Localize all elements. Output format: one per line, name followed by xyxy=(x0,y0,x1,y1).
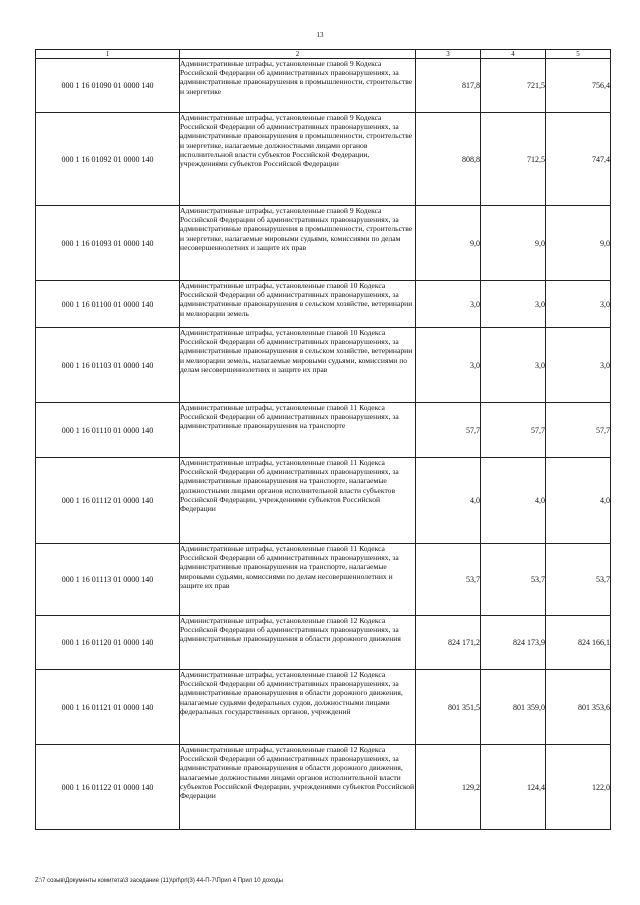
value-col-5: 9,0 xyxy=(546,206,611,281)
table-row xyxy=(36,281,611,328)
value-col-5: 801 353,6 xyxy=(546,670,611,745)
value-col-3: 801 351,5 xyxy=(416,670,481,745)
column-number-4: 4 xyxy=(481,50,546,59)
value-col-5: 747,4 xyxy=(546,113,611,206)
value-col-3: 57,7 xyxy=(416,403,481,458)
value-col-5: 4,0 xyxy=(546,458,611,544)
value-col-4: 721,5 xyxy=(481,59,546,113)
value-col-5: 3,0 xyxy=(546,281,611,328)
value-col-4: 53,7 xyxy=(481,544,546,616)
column-number-2: 2 xyxy=(180,50,416,59)
value-col-4: 712,5 xyxy=(481,113,546,206)
revenue-description: Административные штрафы, установленные главой 12 Кодекса Российской Федерации об административных правонарушениях, за административные правонарушения в области дорожного движения, налагаемые должностными лицами органов исполнительной власти субъектов Российской Федерации, учреждениями субъектов Российской Федерации xyxy=(180,745,416,830)
revenue-code: 000 1 16 01100 01 0000 140 xyxy=(36,281,180,328)
revenue-description: Административные штрафы, установленные главой 9 Кодекса Российской Федерации об административных правонарушениях, за административные правонарушения в промышленности, строительстве и энергетике xyxy=(180,59,416,113)
revenue-description: Административные штрафы, установленные главой 10 Кодекса Российской Федерации об административных правонарушениях, за административные правонарушения в сельском хозяйстве, ветеринарии и мелиорации земель xyxy=(180,281,416,328)
revenue-description: Административные штрафы, установленные главой 9 Кодекса Российской Федерации об административных правонарушениях, за административные правонарушения в промышленности, строительстве и энергетике, налагаемые мировыми судьями, комиссиями по делам несовершеннолетних и защите их прав xyxy=(180,206,416,281)
revenue-description: Административные штрафы, установленные главой 11 Кодекса Российской Федерации об административных правонарушениях, за административные правонарушения на транспорте, налагаемые должностными лицами органов исполнительной власти субъектов Российской Федерации, учреждениями субъектов Российской Федерации xyxy=(180,458,416,544)
table-row xyxy=(36,403,611,458)
value-col-5: 3,0 xyxy=(546,328,611,403)
column-number-1: 1 xyxy=(36,50,180,59)
table-row xyxy=(36,745,611,830)
revenue-description: Административные штрафы, установленные главой 11 Кодекса Российской Федерации об административных правонарушениях, за административные правонарушения на транспорте xyxy=(180,403,416,458)
revenue-description: Административные штрафы, установленные главой 12 Кодекса Российской Федерации об административных правонарушениях, за административные правонарушения в области дорожного движения, налагаемые судьями федеральных судов, должностными лицами федеральных государственных органов, учреждений xyxy=(180,670,416,745)
page-number: 13 xyxy=(316,31,324,39)
value-col-5: 824 166,1 xyxy=(546,616,611,670)
revenue-code: 000 1 16 01090 01 0000 140 xyxy=(36,59,180,113)
revenue-code: 000 1 16 01113 01 0000 140 xyxy=(36,544,180,616)
value-col-5: 756,4 xyxy=(546,59,611,113)
value-col-3: 9,0 xyxy=(416,206,481,281)
revenue-description: Административные штрафы, установленные главой 9 Кодекса Российской Федерации об административных правонарушениях, за административные правонарушения в промышленности, строительстве и энергетике, налагаемые должностными лицами органов исполнительной власти субъектов Российской Федерации, учреждениями субъектов Российской Федерации xyxy=(180,113,416,206)
value-col-4: 3,0 xyxy=(481,281,546,328)
value-col-3: 3,0 xyxy=(416,328,481,403)
value-col-4: 3,0 xyxy=(481,328,546,403)
table-row xyxy=(36,328,611,403)
document-file-path: Z:\7 созыв\Документы комитета\3 заседание (11)\prl\prl(3) 44-П-7\Прил 4 Прил 10 доходы xyxy=(35,878,283,884)
table-row xyxy=(36,670,611,745)
value-col-3: 129,2 xyxy=(416,745,481,830)
value-col-5: 53,7 xyxy=(546,544,611,616)
revenue-code: 000 1 16 01110 01 0000 140 xyxy=(36,403,180,458)
value-col-4: 801 359,0 xyxy=(481,670,546,745)
revenue-table xyxy=(35,49,611,830)
revenue-code: 000 1 16 01120 01 0000 140 xyxy=(36,616,180,670)
value-col-4: 57,7 xyxy=(481,403,546,458)
revenue-code: 000 1 16 01121 01 0000 140 xyxy=(36,670,180,745)
value-col-3: 3,0 xyxy=(416,281,481,328)
column-number-5: 5 xyxy=(546,50,611,59)
table-row xyxy=(36,206,611,281)
table-row xyxy=(36,113,611,206)
table-row xyxy=(36,616,611,670)
table-row xyxy=(36,544,611,616)
revenue-description: Административные штрафы, установленные главой 12 Кодекса Российской Федерации об административных правонарушениях, за административные правонарушения в области дорожного движения xyxy=(180,616,416,670)
value-col-5: 122,0 xyxy=(546,745,611,830)
revenue-code: 000 1 16 01112 01 0000 140 xyxy=(36,458,180,544)
value-col-4: 9,0 xyxy=(481,206,546,281)
value-col-4: 4,0 xyxy=(481,458,546,544)
column-number-3: 3 xyxy=(416,50,481,59)
revenue-code: 000 1 16 01103 01 0000 140 xyxy=(36,328,180,403)
revenue-code: 000 1 16 01122 01 0000 140 xyxy=(36,745,180,830)
value-col-4: 824 173,9 xyxy=(481,616,546,670)
value-col-3: 824 171,2 xyxy=(416,616,481,670)
value-col-4: 124,4 xyxy=(481,745,546,830)
revenue-code: 000 1 16 01093 01 0000 140 xyxy=(36,206,180,281)
revenue-description: Административные штрафы, установленные главой 10 Кодекса Российской Федерации об административных правонарушениях, за административные правонарушения в сельском хозяйстве, ветеринарии и мелиорации земель, налагаемые мировыми судьями, комиссиями по делам несовершеннолетних и защите их прав xyxy=(180,328,416,403)
table-row xyxy=(36,458,611,544)
value-col-3: 4,0 xyxy=(416,458,481,544)
value-col-3: 817,8 xyxy=(416,59,481,113)
value-col-3: 808,8 xyxy=(416,113,481,206)
column-number-row xyxy=(36,50,611,59)
revenue-code: 000 1 16 01092 01 0000 140 xyxy=(36,113,180,206)
value-col-3: 53,7 xyxy=(416,544,481,616)
revenue-description: Административные штрафы, установленные главой 11 Кодекса Российской Федерации об административных правонарушениях, за административные правонарушения на транспорте, налагаемые мировыми судьями, комиссиями по делам несовершеннолетних и защите их прав xyxy=(180,544,416,616)
value-col-5: 57,7 xyxy=(546,403,611,458)
table-row xyxy=(36,59,611,113)
